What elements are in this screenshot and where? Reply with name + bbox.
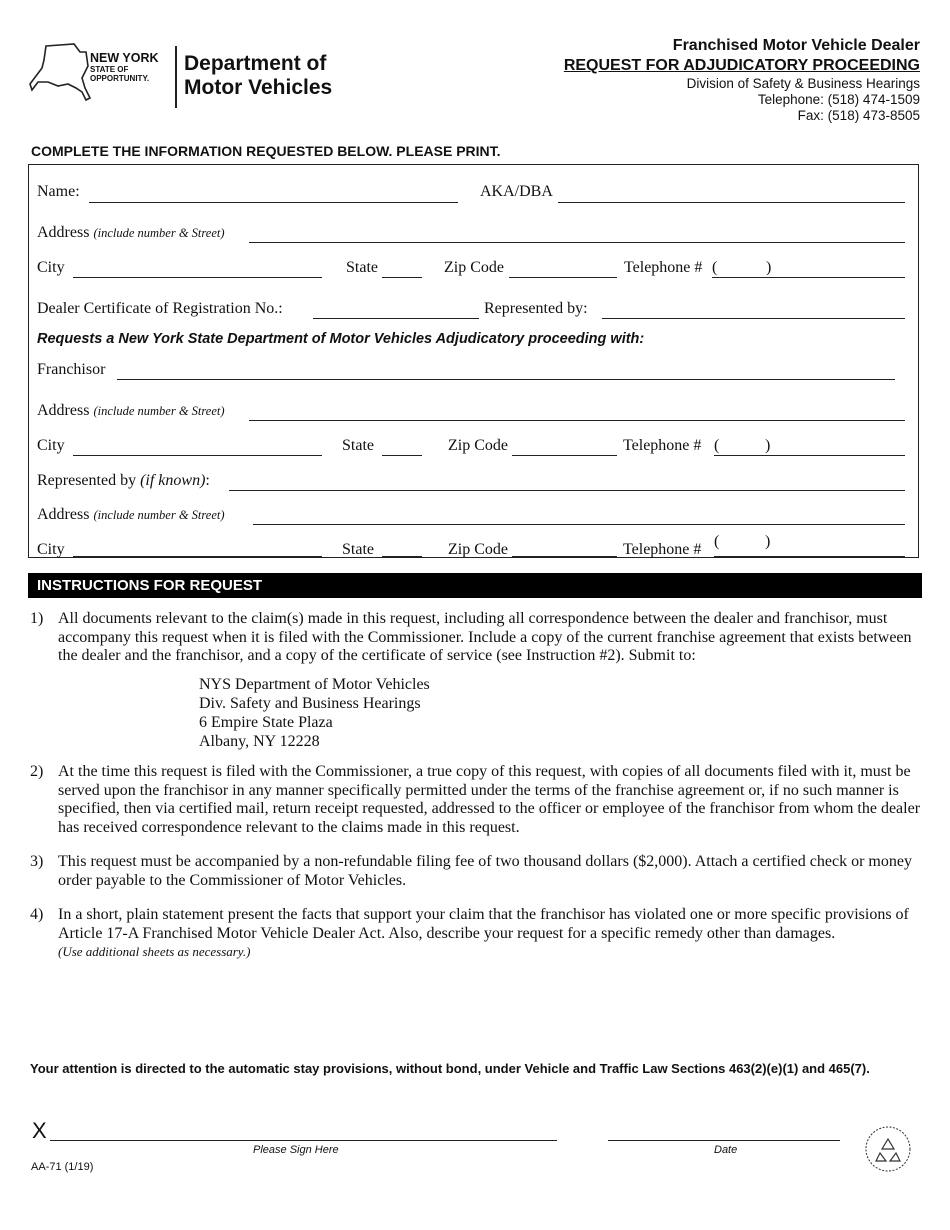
dealer-telephone-paren-open: ( bbox=[712, 259, 718, 276]
logo-state-name: NEW YORK bbox=[90, 51, 159, 65]
franchisor-telephone-paren-open: ( bbox=[714, 437, 720, 454]
instruction-text: This request must be accompanied by a non-refundable filing fee of two thousand dollars ($2,000). Attach a certified check or money order payable to the Commissioner of Motor Vehicles. bbox=[58, 853, 912, 889]
instruction-number: 1) bbox=[30, 610, 44, 627]
representative-telephone-field[interactable] bbox=[714, 556, 905, 557]
franchisor-zip-field[interactable] bbox=[512, 455, 617, 456]
instruction-text: In a short, plain statement present the facts that support your claim that the franchisor has violated one or more specific provisions of Article 17-A Franchised Motor Vehicle Dealer Act. Also, describe your request for a specific remedy other than damages. bbox=[58, 906, 909, 942]
dealer-certificate-label: Dealer Certificate of Registration No.: bbox=[37, 300, 283, 317]
representative-state-label: State bbox=[342, 541, 374, 558]
signature-x-mark: X bbox=[32, 1118, 47, 1143]
dealer-city-field[interactable] bbox=[73, 277, 322, 278]
dealer-telephone-label: Telephone # bbox=[624, 259, 703, 276]
representative-telephone-paren-open: ( bbox=[714, 533, 720, 550]
date-label: Date bbox=[714, 1144, 738, 1156]
representative-telephone-label: Telephone # bbox=[623, 541, 702, 558]
name-label: Name: bbox=[37, 183, 80, 200]
logo-dept-line-1: Department of bbox=[184, 52, 327, 75]
instruction-item-2 bbox=[30, 763, 930, 837]
franchisor-state-field[interactable] bbox=[382, 455, 422, 456]
instruction-number: 2) bbox=[30, 763, 44, 780]
division-name: Division of Safety & Business Hearings bbox=[686, 76, 920, 91]
request-statement: Requests a New York State Department of Motor Vehicles Adjudicatory proceeding with: bbox=[37, 331, 645, 347]
address-line-1: NYS Department of Motor Vehicles bbox=[199, 676, 430, 693]
aka-dba-label: AKA/DBA bbox=[480, 183, 553, 200]
address-line-2: Div. Safety and Business Hearings bbox=[199, 695, 421, 712]
logo-tagline-2: OPPORTUNITY. bbox=[90, 74, 150, 83]
form-title: Franchised Motor Vehicle Dealer bbox=[672, 37, 920, 54]
dealer-state-field[interactable] bbox=[382, 277, 422, 278]
instruction-number: 4) bbox=[30, 906, 44, 923]
representative-address-label: Address (include number & Street) bbox=[37, 506, 225, 523]
franchisor-zip-label: Zip Code bbox=[448, 437, 508, 454]
franchisor-address-label: Address (include number & Street) bbox=[37, 402, 225, 419]
dealer-city-label: City bbox=[37, 259, 65, 276]
division-telephone: Telephone: (518) 474-1509 bbox=[757, 92, 920, 107]
form-code: AA-71 (1/19) bbox=[31, 1161, 94, 1173]
franchisor-represented-label: Represented by (if known): bbox=[37, 472, 210, 489]
dealer-telephone-paren-close: ) bbox=[766, 259, 772, 276]
representative-zip-label: Zip Code bbox=[448, 541, 508, 558]
address-line-4: Albany, NY 12228 bbox=[199, 733, 320, 750]
instruction-item-3 bbox=[30, 853, 930, 890]
dealer-zip-label: Zip Code bbox=[444, 259, 504, 276]
recycle-icon bbox=[864, 1125, 912, 1173]
franchisor-label: Franchisor bbox=[37, 361, 106, 378]
name-field[interactable] bbox=[89, 202, 458, 203]
franchisor-telephone-label: Telephone # bbox=[623, 437, 702, 454]
dealer-zip-field[interactable] bbox=[509, 277, 617, 278]
franchisor-telephone-field[interactable] bbox=[714, 455, 905, 456]
instruction-item-4 bbox=[30, 906, 930, 962]
form-subtitle: REQUEST FOR ADJUDICATORY PROCEEDING bbox=[563, 57, 920, 74]
franchisor-city-label: City bbox=[37, 437, 65, 454]
signature-label: Please Sign Here bbox=[253, 1144, 339, 1156]
representative-city-label: City bbox=[37, 541, 65, 558]
dealer-represented-label: Represented by: bbox=[484, 300, 588, 317]
instruction-item-1 bbox=[30, 610, 930, 666]
aka-dba-field[interactable] bbox=[558, 202, 905, 203]
dealer-address-field[interactable] bbox=[249, 242, 905, 243]
dmv-logo bbox=[28, 38, 348, 118]
franchisor-city-field[interactable] bbox=[73, 455, 322, 456]
instructions-header: INSTRUCTIONS FOR REQUEST bbox=[28, 573, 922, 598]
automatic-stay-notice: Your attention is directed to the automatic stay provisions, without bond, under Vehicle and Traffic Law Sections 463(2)(e)(1) and 465(7). bbox=[30, 1061, 870, 1076]
form-title-block bbox=[564, 36, 920, 124]
dealer-address-label: Address (include number & Street) bbox=[37, 224, 225, 241]
representative-telephone-paren-close: ) bbox=[765, 533, 771, 550]
franchisor-represented-field[interactable] bbox=[229, 490, 905, 491]
address-line-3: 6 Empire State Plaza bbox=[199, 714, 333, 731]
division-fax: Fax: (518) 473-8505 bbox=[797, 108, 920, 123]
franchisor-telephone-paren-close: ) bbox=[765, 437, 771, 454]
representative-zip-field[interactable] bbox=[512, 556, 617, 557]
representative-city-field[interactable] bbox=[73, 556, 322, 557]
logo-tagline-1: STATE OF bbox=[90, 65, 129, 74]
representative-state-field[interactable] bbox=[382, 556, 422, 557]
instruction-note: (Use additional sheets as necessary.) bbox=[58, 944, 251, 959]
franchisor-address-field[interactable] bbox=[249, 420, 905, 421]
franchisor-state-label: State bbox=[342, 437, 374, 454]
instruction-text: All documents relevant to the claim(s) made in this request, including all correspondence between the dealer and franchisor, must accompany this request when it is filed with the Commissioner. Include a copy of the current franchise agreement that exists between the dealer and the franchisor, and a copy of the certificate of service (see Instruction #2). Submit to: bbox=[58, 610, 912, 664]
dealer-represented-field[interactable] bbox=[602, 318, 905, 319]
dealer-state-label: State bbox=[346, 259, 378, 276]
dealer-telephone-field[interactable] bbox=[712, 277, 905, 278]
submission-address bbox=[199, 675, 430, 751]
franchisor-field[interactable] bbox=[117, 379, 895, 380]
representative-address-field[interactable] bbox=[253, 524, 905, 525]
complete-instruction-note: COMPLETE THE INFORMATION REQUESTED BELOW. PLEASE PRINT. bbox=[31, 143, 501, 159]
dealer-certificate-field[interactable] bbox=[313, 318, 479, 319]
dealer-information-form bbox=[28, 164, 919, 558]
logo-dept-line-2: Motor Vehicles bbox=[184, 76, 333, 99]
instruction-text: At the time this request is filed with the Commissioner, a true copy of this request, with copies of all documents filed with it, must be served upon the franchisor in any manner specifically permitted under the terms of the franchise agreement or, if no such manner is specified, then via certified mail, return receipt requested, addressed to the officer or employee of the franchisor from whom the dealer has received correspondence relevant to the claims made in this request. bbox=[58, 763, 921, 836]
date-field[interactable] bbox=[608, 1140, 840, 1141]
signature-field[interactable] bbox=[50, 1140, 557, 1141]
instruction-number: 3) bbox=[30, 853, 44, 870]
